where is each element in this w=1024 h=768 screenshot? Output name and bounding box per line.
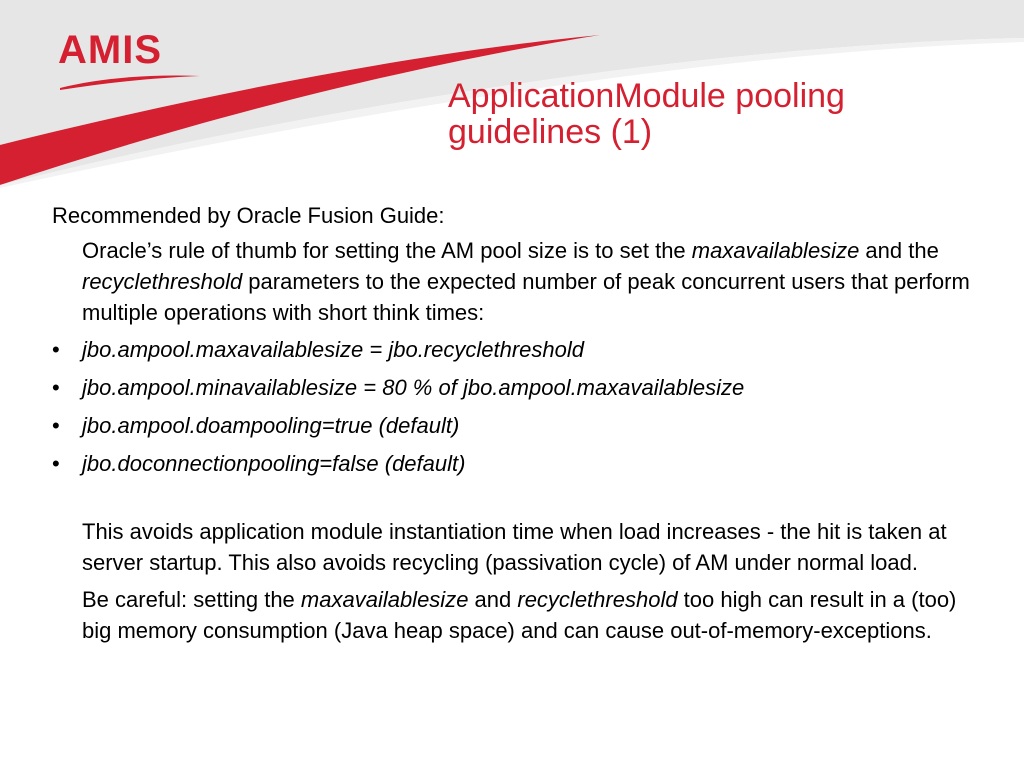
rule-emphasis-2: recyclethreshold (82, 269, 243, 294)
title-line-1: ApplicationModule pooling (448, 77, 845, 115)
intro-text: Recommended by Oracle Fusion Guide: (52, 203, 445, 228)
careful-text-3: too high can result in a (too) big memory consumption (Java heap space) and can cause out-of-memory-exceptions. (82, 587, 957, 643)
amis-logo: AMIS (58, 28, 162, 72)
title-line-2: guidelines (1) (448, 113, 653, 151)
bullet-icon: • (52, 413, 60, 438)
bullet-item (52, 334, 982, 365)
bullet-text: jbo.doconnectionpooling=false (default) (82, 451, 466, 476)
rule-text-1: Oracle’s rule of thumb for setting the AM pool size is to set the (82, 238, 692, 263)
avoids-paragraph: This avoids application module instantiation time when load increases - the hit is taken at server startup. This also avoids recycling (passivation cycle) of AM under normal load. (82, 519, 947, 575)
careful-emphasis-1: maxavailablesize (300, 587, 469, 612)
bullet-text: jbo.ampool.doampooling=true (default) (82, 413, 460, 438)
slide-content (52, 200, 982, 652)
logo-swoosh-icon (60, 70, 200, 90)
careful-text-1: Be careful: setting the (82, 587, 301, 612)
rule-text-3: parameters to the expected number of peak concurrent users that perform multiple operations with short think times: (82, 269, 970, 325)
careful-emphasis-2: recyclethreshold (517, 587, 678, 612)
bullet-item (52, 410, 982, 441)
slide-title (448, 78, 1008, 150)
settings-bullet-list (52, 334, 982, 479)
be-careful-paragraph (82, 584, 982, 646)
rule-emphasis-1: maxavailablesize (691, 238, 860, 263)
bullet-icon: • (52, 451, 60, 476)
rule-text-2: and the (859, 238, 939, 263)
bullet-text: jbo.ampool.minavailablesize = 80 % of jbo.ampool.maxavailablesize (82, 375, 745, 400)
bullet-item (52, 372, 982, 403)
bullet-item (52, 448, 982, 479)
bullet-icon: • (52, 337, 60, 362)
careful-text-2: and (468, 587, 518, 612)
spacer (52, 486, 982, 516)
rule-of-thumb-paragraph (82, 235, 982, 328)
bullet-icon: • (52, 375, 60, 400)
bullet-text: jbo.ampool.maxavailablesize = jbo.recyclethreshold (82, 337, 584, 362)
